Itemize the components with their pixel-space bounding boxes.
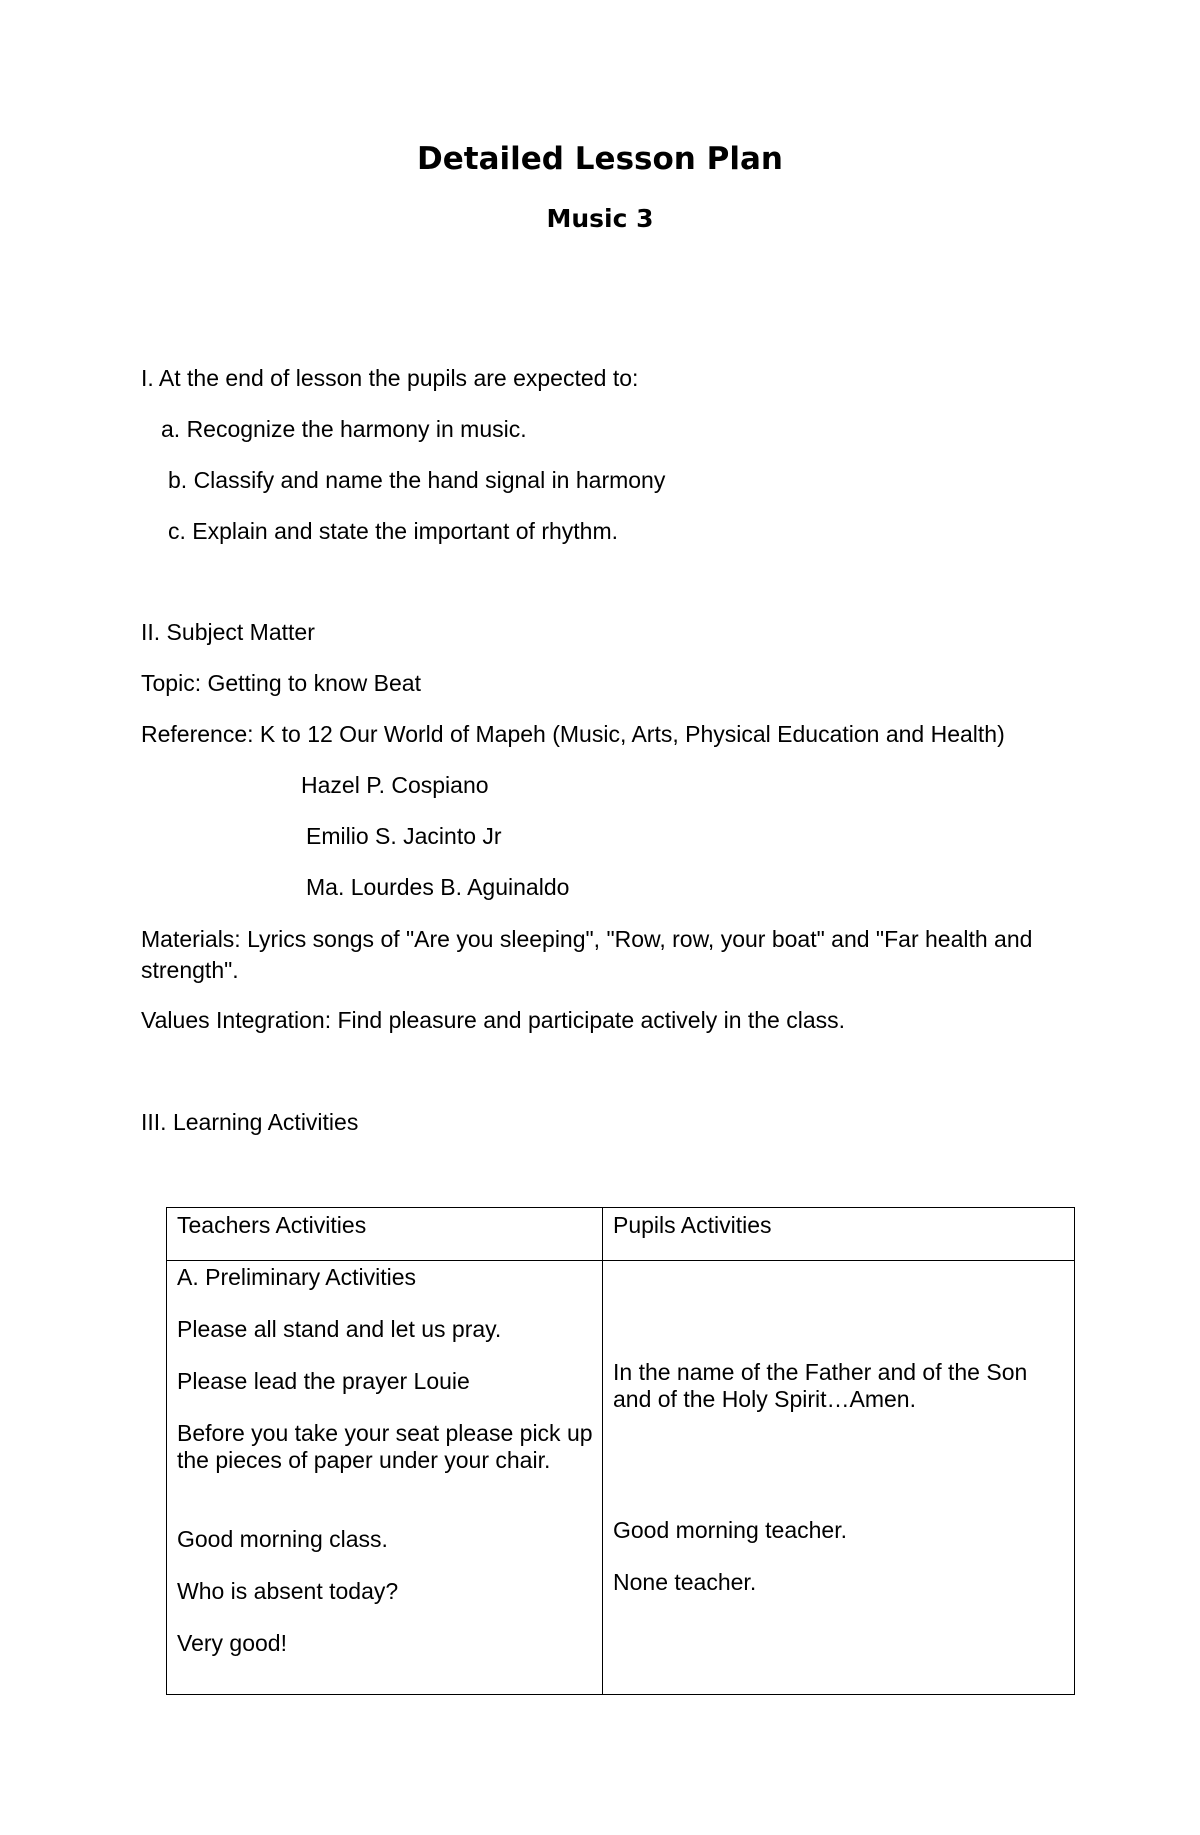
reference-author: Ma. Lourdes B. Aguinaldo (306, 874, 570, 900)
pupil-line: Good morning teacher. (613, 1517, 847, 1543)
reference-author: Hazel P. Cospiano (301, 772, 489, 798)
pupils-activities-header: Pupils Activities (613, 1212, 772, 1238)
subject-matter-heading: II. Subject Matter (141, 619, 315, 645)
objectives-heading: I. At the end of lesson the pupils are expected to: (141, 365, 639, 391)
teacher-line: A. Preliminary Activities (177, 1264, 417, 1290)
values-integration-line: Values Integration: Find pleasure and participate actively in the class. (141, 1007, 846, 1033)
teacher-activities-cell (167, 1261, 603, 1695)
table-header-cell (167, 1208, 603, 1261)
learning-activities-heading: III. Learning Activities (141, 1109, 359, 1135)
objective-item: c. Explain and state the important of rhythm. (168, 518, 619, 544)
teacher-line: Who is absent today? (177, 1578, 399, 1604)
topic-line: Topic: Getting to know Beat (141, 670, 421, 696)
pupil-line: None teacher. (613, 1569, 757, 1595)
table-header-cell (603, 1208, 1075, 1261)
table-header-row (167, 1208, 1075, 1261)
activities-table (166, 1207, 1075, 1695)
document-title: Detailed Lesson Plan (417, 141, 783, 177)
pupil-activities-cell (603, 1261, 1075, 1695)
objective-item: a. Recognize the harmony in music. (161, 416, 527, 442)
table-row (167, 1261, 1075, 1695)
teacher-line: Good morning class. (177, 1526, 388, 1552)
teacher-line: Please all stand and let us pray. (177, 1316, 502, 1342)
materials-line: Materials: Lyrics songs of "Are you sleeping", "Row, row, your boat" and "Far health and strength". (141, 926, 1033, 983)
teacher-line: Very good! (177, 1630, 287, 1656)
teacher-line: Before you take your seat please pick up the pieces of paper under your chair. (177, 1420, 593, 1473)
objective-item: b. Classify and name the hand signal in harmony (168, 467, 666, 493)
pupil-line: In the name of the Father and of the Son and of the Holy Spirit…Amen. (613, 1359, 1028, 1412)
document-subtitle: Music 3 (546, 204, 654, 233)
reference-line: Reference: K to 12 Our World of Mapeh (Music, Arts, Physical Education and Health) (141, 721, 1005, 747)
teacher-line: Please lead the prayer Louie (177, 1368, 470, 1394)
reference-author: Emilio S. Jacinto Jr (306, 823, 502, 849)
teachers-activities-header: Teachers Activities (177, 1212, 367, 1238)
